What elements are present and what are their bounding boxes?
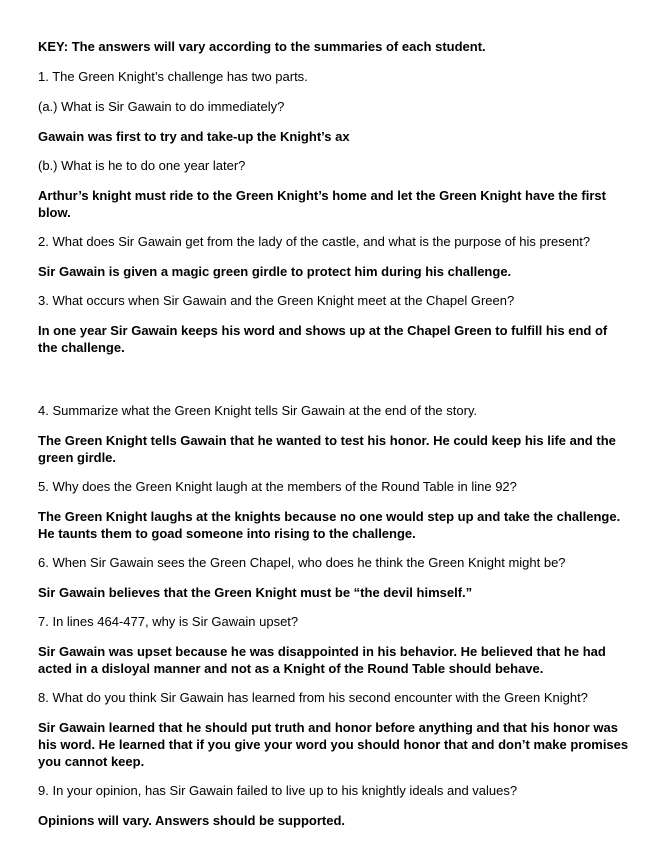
- answer-2: Sir Gawain is given a magic green girdle to protect him during his challenge.: [38, 264, 512, 279]
- question-1: 1. The Green Knight’s challenge has two parts.: [38, 69, 308, 84]
- question-2: 2. What does Sir Gawain get from the lady of the castle, and what is the purpose of his present?: [38, 234, 591, 249]
- question-8: 8. What do you think Sir Gawain has learned from his second encounter with the Green Knight?: [38, 690, 588, 705]
- question-6: 6. When Sir Gawain sees the Green Chapel, who does he think the Green Knight might be?: [38, 555, 566, 570]
- answer-1a: Gawain was first to try and take-up the Knight’s ax: [38, 129, 350, 144]
- question-9: 9. In your opinion, has Sir Gawain failed to live up to his knightly ideals and values?: [38, 783, 518, 798]
- answer-9: Opinions will vary. Answers should be supported.: [38, 813, 345, 828]
- question-7: 7. In lines 464-477, why is Sir Gawain upset?: [38, 614, 299, 629]
- question-1a: (a.) What is Sir Gawain to do immediately?: [38, 99, 285, 114]
- question-5: 5. Why does the Green Knight laugh at the members of the Round Table in line 92?: [38, 479, 517, 494]
- question-3: 3. What occurs when Sir Gawain and the Green Knight meet at the Chapel Green?: [38, 293, 515, 308]
- document-page: [38, 38, 630, 841]
- answer-1b: Arthur’s knight must ride to the Green Knight’s home and let the Green Knight have the first blow.: [38, 188, 606, 220]
- answer-3: In one year Sir Gawain keeps his word and shows up at the Chapel Green to fulfill his end of the challenge.: [38, 323, 608, 355]
- spacer: [38, 368, 630, 402]
- answer-4: The Green Knight tells Gawain that he wanted to test his honor. He could keep his life and the green girdle.: [38, 433, 616, 465]
- answer-8: Sir Gawain learned that he should put truth and honor before anything and that his honor was his word. He learned that if you give your word you should honor that and don’t make promises you cannot keep.: [38, 720, 629, 769]
- answer-5: The Green Knight laughs at the knights because no one would step up and take the challenge. He taunts them to goad someone into rising to the challenge.: [38, 509, 621, 541]
- question-1b: (b.) What is he to do one year later?: [38, 158, 246, 173]
- answer-key-heading: KEY: The answers will vary according to the summaries of each student.: [38, 39, 486, 54]
- answer-7: Sir Gawain was upset because he was disappointed in his behavior. He believed that he had acted in a disloyal manner and not as a Knight of the Round Table should behave.: [38, 644, 606, 676]
- answer-6: Sir Gawain believes that the Green Knight must be “the devil himself.”: [38, 585, 473, 600]
- question-4: 4. Summarize what the Green Knight tells Sir Gawain at the end of the story.: [38, 403, 478, 418]
